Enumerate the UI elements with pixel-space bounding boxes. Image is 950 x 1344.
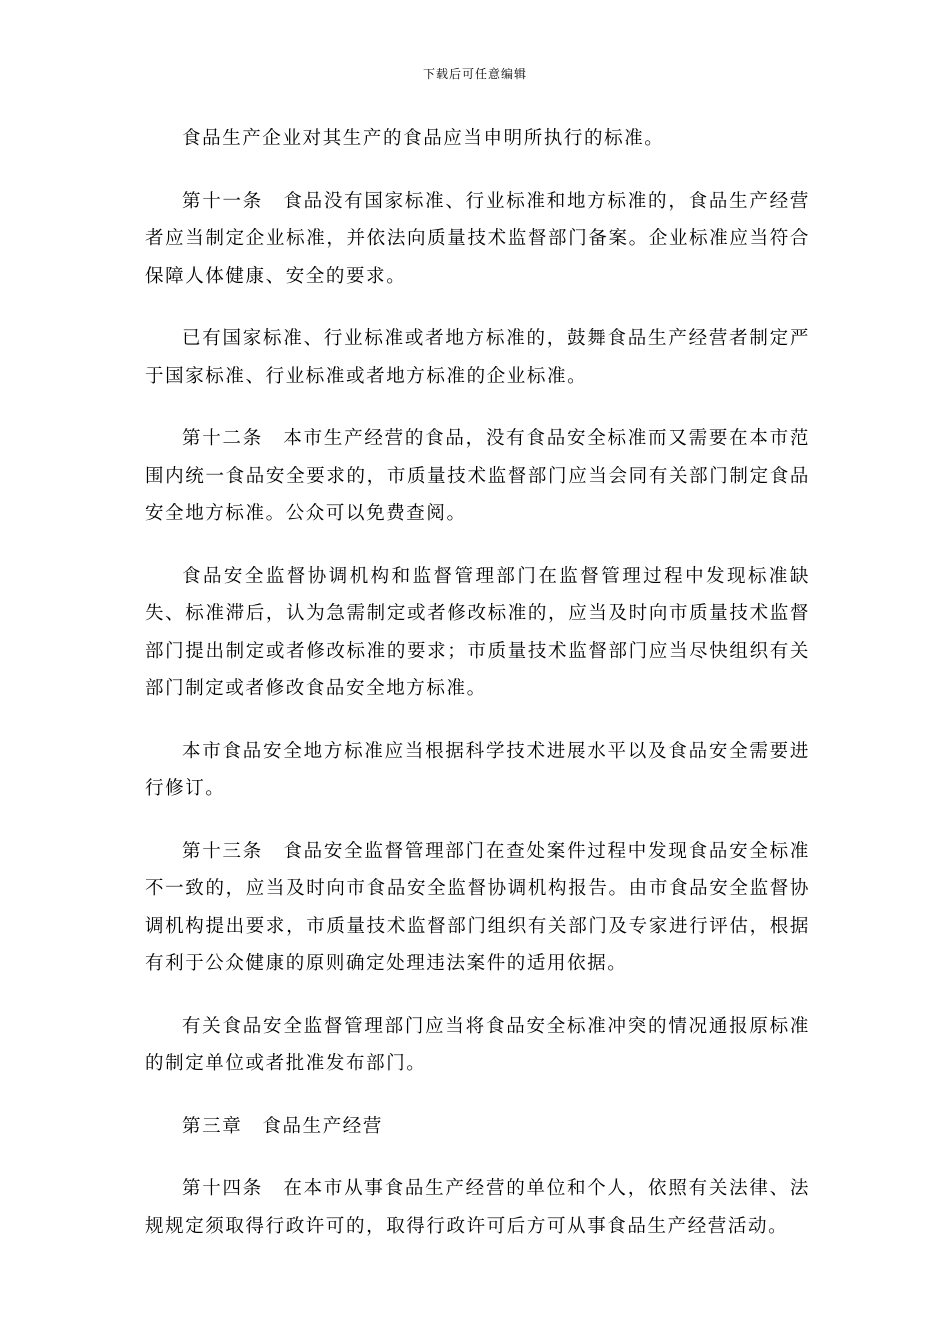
paragraph: 有关食品安全监督管理部门应当将食品安全标准冲突的情况通报原标准的制定单位或者批准发布部门。 xyxy=(145,1015,810,1074)
header-note: 下载后可任意编辑 xyxy=(422,67,527,81)
paragraph: 已有国家标准、行业标准或者地方标准的，鼓舞食品生产经营者制定严于国家标准、行业标准或者地方标准的企业标准。 xyxy=(145,328,810,387)
paragraph: 食品安全监督协调机构和监督管理部门在监督管理过程中发现标准缺失、标准滞后，认为急需制定或者修改标准的，应当及时向市质量技术监督部门提出制定或者修改标准的要求；市质量技术监督部门应当尽快组织有关部门制定或者修改食品安全地方标准。 xyxy=(145,565,810,699)
paragraph: 本市食品安全地方标准应当根据科学技术进展水平以及食品安全需要进行修订。 xyxy=(145,740,810,799)
paragraph-article-14: 第十四条 在本市从事食品生产经营的单位和个人，依照有关法律、法规规定须取得行政许可的，取得行政许可后方可从事食品生产经营活动。 xyxy=(145,1178,810,1237)
paragraph-article-13: 第十三条 食品安全监督管理部门在查处案件过程中发现食品安全标准不一致的，应当及时向市食品安全监督协调机构报告。由市食品安全监督协调机构提出要求，市质量技术监督部门组织有关部门及专家进行评估，根据有利于公众健康的原则确定处理违法案件的适用依据。 xyxy=(145,840,810,974)
paragraph-article-11: 第十一条 食品没有国家标准、行业标准和地方标准的，食品生产经营者应当制定企业标准，并依法向质量技术监督部门备案。企业标准应当符合保障人体健康、安全的要求。 xyxy=(145,190,810,287)
document-body xyxy=(145,120,810,1270)
paragraph-article-12: 第十二条 本市生产经营的食品，没有食品安全标准而又需要在本市范围内统一食品安全要求的，市质量技术监督部门应当会同有关部门制定食品安全地方标准。公众可以免费查阅。 xyxy=(145,428,810,524)
chapter-heading: 第三章 食品生产经营 xyxy=(182,1115,384,1137)
paragraph: 食品生产企业对其生产的食品应当申明所执行的标准。 xyxy=(182,128,665,149)
